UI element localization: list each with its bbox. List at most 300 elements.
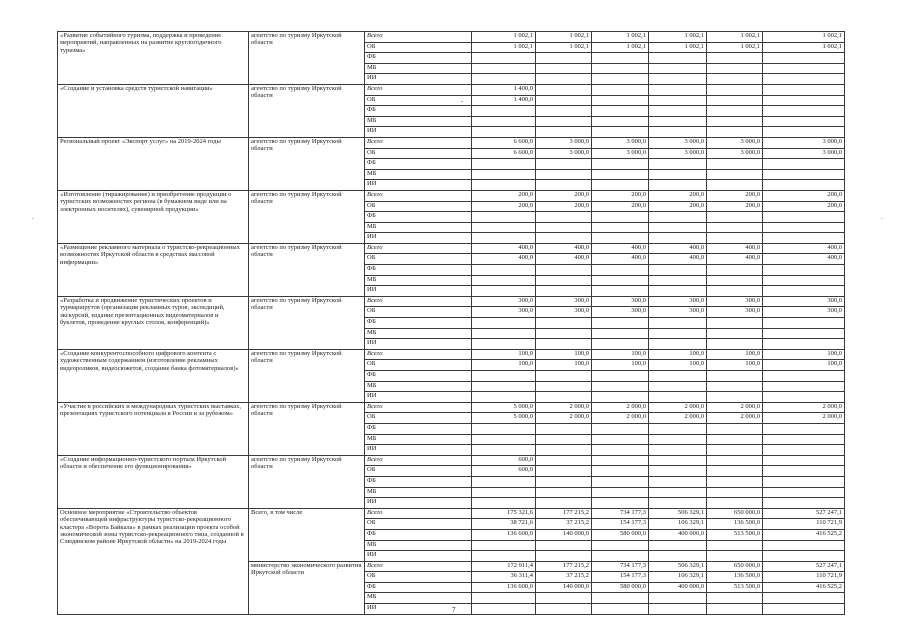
amount-cell <box>707 106 763 117</box>
amount-cell <box>472 551 536 562</box>
amount-cell <box>763 265 845 276</box>
amount-cell <box>707 604 763 615</box>
amount-cell: 1 400,0 <box>472 95 536 106</box>
amount-cell: 3 000,0 <box>592 137 649 148</box>
amount-cell <box>649 466 707 477</box>
table-row <box>58 402 845 413</box>
amount-cell: 416 525,2 <box>763 529 845 540</box>
amount-cell <box>536 233 592 244</box>
amount-cell: 400,0 <box>649 243 707 254</box>
amount-cell <box>592 498 649 509</box>
amount-cell <box>592 604 649 615</box>
funding-source: Всего <box>365 402 472 413</box>
amount-cell <box>536 540 592 551</box>
amount-cell <box>536 498 592 509</box>
amount-cell <box>763 286 845 297</box>
amount-cell: 300,0 <box>592 296 649 307</box>
amount-cell: 200,0 <box>472 190 536 201</box>
amount-cell <box>707 466 763 477</box>
amount-cell <box>472 63 536 74</box>
amount-cell: 400,0 <box>536 254 592 265</box>
amount-cell <box>763 604 845 615</box>
funding-source: ИИ <box>365 551 472 562</box>
funding-table <box>57 31 845 615</box>
amount-cell: 300,0 <box>763 296 845 307</box>
amount-cell <box>649 159 707 170</box>
funding-source: Всего <box>365 296 472 307</box>
amount-cell: 37 215,2 <box>536 519 592 530</box>
amount-cell <box>649 74 707 85</box>
funding-source: ОБ <box>365 201 472 212</box>
amount-cell: 37 215,2 <box>536 572 592 583</box>
funding-source: МБ <box>365 540 472 551</box>
amount-cell: 300,0 <box>707 307 763 318</box>
amount-cell <box>592 476 649 487</box>
amount-cell <box>472 265 536 276</box>
amount-cell <box>472 74 536 85</box>
amount-cell: 3 000,0 <box>536 148 592 159</box>
amount-cell: 100,0 <box>536 349 592 360</box>
funding-source: Всего <box>365 137 472 148</box>
amount-cell <box>592 318 649 329</box>
amount-cell <box>592 63 649 74</box>
amount-cell: 1 002,1 <box>592 42 649 53</box>
amount-cell: 172 911,4 <box>472 561 536 572</box>
amount-cell <box>592 53 649 64</box>
amount-cell: 400,0 <box>472 243 536 254</box>
amount-cell <box>592 212 649 223</box>
amount-cell <box>592 74 649 85</box>
amount-cell <box>707 339 763 350</box>
measure-name: «Создание конкурентоспособного цифрового контента с художественным содержанием (изготовление рекламных видеороликов, видеосюжетов, создание банка фотоматериалов)» <box>58 349 249 402</box>
amount-cell <box>536 476 592 487</box>
amount-cell <box>536 551 592 562</box>
amount-cell <box>707 180 763 191</box>
table-row <box>58 84 845 95</box>
executor: агентство по туризму Иркутской области <box>249 455 365 508</box>
amount-cell <box>536 487 592 498</box>
amount-cell <box>763 116 845 127</box>
amount-cell <box>472 476 536 487</box>
amount-cell: 200,0 <box>472 201 536 212</box>
amount-cell <box>649 63 707 74</box>
amount-cell: 154 177,3 <box>592 572 649 583</box>
amount-cell: 36 311,4 <box>472 572 536 583</box>
funding-source: ИИ <box>365 445 472 456</box>
amount-cell <box>472 275 536 286</box>
funding-source: ИИ <box>365 392 472 403</box>
amount-cell <box>472 434 536 445</box>
amount-cell <box>707 423 763 434</box>
table-row <box>58 349 845 360</box>
amount-cell: 200,0 <box>649 190 707 201</box>
amount-cell <box>472 604 536 615</box>
amount-cell <box>649 286 707 297</box>
amount-cell: 5 000,0 <box>472 402 536 413</box>
measure-name: «Размещение рекламного материала о туристско-рекреационных возможностях Иркутской области в средствах массовой информации» <box>58 243 249 296</box>
amount-cell: 136 500,0 <box>707 519 763 530</box>
amount-cell <box>649 371 707 382</box>
amount-cell: 1 002,1 <box>592 32 649 43</box>
amount-cell <box>592 127 649 138</box>
amount-cell <box>536 328 592 339</box>
amount-cell <box>707 593 763 604</box>
amount-cell <box>536 392 592 403</box>
amount-cell <box>536 265 592 276</box>
funding-source: ФБ <box>365 159 472 170</box>
funding-source: ФБ <box>365 423 472 434</box>
funding-source: ОБ <box>365 360 472 371</box>
amount-cell: 2 000,0 <box>649 413 707 424</box>
amount-cell <box>649 212 707 223</box>
amount-cell: 3 000,0 <box>649 148 707 159</box>
amount-cell: 177 215,2 <box>536 508 592 519</box>
amount-cell: 136 600,0 <box>472 529 536 540</box>
amount-cell: 580 000,0 <box>592 582 649 593</box>
amount-cell <box>472 593 536 604</box>
amount-cell <box>763 212 845 223</box>
amount-cell <box>472 498 536 509</box>
funding-source: ФБ <box>365 318 472 329</box>
measure-name: Основное мероприятие «Строительство объектов обеспечивающей инфраструктуры туристско-рекреационного кластера «Ворота Байкала» в рамках реализации проекта особой экономической зоны туристско-рекреационного типа, созданной в Слюдянском районе Иркутской области» на 2019-2024 годы <box>58 508 249 614</box>
amount-cell <box>649 265 707 276</box>
amount-cell <box>536 455 592 466</box>
funding-source: ИИ <box>365 286 472 297</box>
funding-source: МБ <box>365 487 472 498</box>
funding-source: ИИ <box>365 604 472 615</box>
stray-mark: . <box>32 213 34 221</box>
funding-source: ИИ <box>365 339 472 350</box>
measure-name: «Участие в российских и международных туристских выставках, презентациях туристского потенциала в России и за рубежом» <box>58 402 249 455</box>
funding-source: ОБ <box>365 413 472 424</box>
amount-cell <box>472 159 536 170</box>
funding-source: МБ <box>365 169 472 180</box>
amount-cell <box>536 381 592 392</box>
amount-cell: 136 500,0 <box>707 572 763 583</box>
amount-cell: 1 002,1 <box>763 32 845 43</box>
amount-cell: 400,0 <box>649 254 707 265</box>
funding-source: Всего <box>365 32 472 43</box>
amount-cell <box>707 74 763 85</box>
funding-source: ФБ <box>365 265 472 276</box>
amount-cell: 580 000,0 <box>592 529 649 540</box>
amount-cell: 106 329,1 <box>649 519 707 530</box>
amount-cell <box>536 604 592 615</box>
amount-cell <box>707 222 763 233</box>
funding-source: ФБ <box>365 529 472 540</box>
amount-cell <box>592 286 649 297</box>
amount-cell: 200,0 <box>763 190 845 201</box>
amount-cell <box>763 593 845 604</box>
amount-cell <box>649 381 707 392</box>
amount-cell <box>592 233 649 244</box>
funding-source: ОБ <box>365 148 472 159</box>
amount-cell <box>649 339 707 350</box>
funding-source: Всего <box>365 561 472 572</box>
funding-source: ИИ <box>365 233 472 244</box>
amount-cell <box>707 116 763 127</box>
amount-cell: 154 177,3 <box>592 519 649 530</box>
amount-cell <box>592 169 649 180</box>
amount-cell: 1 002,1 <box>763 42 845 53</box>
amount-cell <box>536 286 592 297</box>
amount-cell <box>592 339 649 350</box>
amount-cell: 3 000,0 <box>763 148 845 159</box>
amount-cell: 300,0 <box>592 307 649 318</box>
amount-cell <box>707 275 763 286</box>
executor: Всего, в том числе <box>249 508 365 561</box>
amount-cell: 2 000,0 <box>592 413 649 424</box>
funding-source: ОБ <box>365 254 472 265</box>
amount-cell <box>592 159 649 170</box>
amount-cell <box>592 116 649 127</box>
funding-source: МБ <box>365 381 472 392</box>
amount-cell <box>592 540 649 551</box>
amount-cell <box>763 423 845 434</box>
executor: агентство по туризму Иркутской области <box>249 349 365 402</box>
amount-cell <box>472 180 536 191</box>
amount-cell <box>536 180 592 191</box>
amount-cell: 506 329,1 <box>649 508 707 519</box>
amount-cell: 140 000,0 <box>536 582 592 593</box>
amount-cell: 100,0 <box>707 360 763 371</box>
amount-cell <box>649 233 707 244</box>
amount-cell <box>763 169 845 180</box>
amount-cell: 6 600,0 <box>472 137 536 148</box>
amount-cell: 400 000,0 <box>649 529 707 540</box>
amount-cell <box>763 551 845 562</box>
amount-cell: 1 002,1 <box>649 32 707 43</box>
funding-source: Всего <box>365 84 472 95</box>
amount-cell <box>536 53 592 64</box>
amount-cell <box>472 487 536 498</box>
amount-cell: 527 247,1 <box>763 561 845 572</box>
amount-cell <box>649 169 707 180</box>
amount-cell <box>763 498 845 509</box>
funding-source: Всего <box>365 349 472 360</box>
amount-cell: 100,0 <box>763 349 845 360</box>
amount-cell: 100,0 <box>592 349 649 360</box>
funding-source: ОБ <box>365 466 472 477</box>
amount-cell <box>536 127 592 138</box>
amount-cell <box>763 233 845 244</box>
amount-cell: 300,0 <box>649 296 707 307</box>
amount-cell <box>763 222 845 233</box>
amount-cell <box>536 74 592 85</box>
amount-cell: 200,0 <box>763 201 845 212</box>
amount-cell <box>536 222 592 233</box>
amount-cell <box>707 381 763 392</box>
measure-name: «Развитие событийного туризма, поддержка и проведение мероприятий, направленных на развитие круглогодичного туризма» <box>58 32 249 85</box>
executor: агентство по туризму Иркутской области <box>249 243 365 296</box>
amount-cell <box>536 95 592 106</box>
amount-cell <box>649 434 707 445</box>
funding-source: ИИ <box>365 74 472 85</box>
amount-cell: 1 002,1 <box>707 42 763 53</box>
amount-cell: 3 000,0 <box>763 137 845 148</box>
amount-cell <box>763 328 845 339</box>
amount-cell <box>592 593 649 604</box>
amount-cell: 100,0 <box>536 360 592 371</box>
amount-cell: 100,0 <box>649 349 707 360</box>
amount-cell: 2 000,0 <box>763 413 845 424</box>
amount-cell <box>472 116 536 127</box>
measure-name: Региональный проект «Экспорт услуг» на 2019-2024 годы <box>58 137 249 190</box>
amount-cell <box>592 551 649 562</box>
amount-cell <box>707 445 763 456</box>
amount-cell: 513 500,0 <box>707 529 763 540</box>
amount-cell <box>763 53 845 64</box>
table-row <box>58 455 845 466</box>
amount-cell <box>763 466 845 477</box>
amount-cell: 300,0 <box>536 296 592 307</box>
amount-cell: 400,0 <box>592 254 649 265</box>
amount-cell <box>536 466 592 477</box>
amount-cell <box>472 106 536 117</box>
amount-cell: 527 247,1 <box>763 508 845 519</box>
amount-cell <box>707 212 763 223</box>
amount-cell <box>472 392 536 403</box>
amount-cell <box>592 95 649 106</box>
amount-cell: 300,0 <box>472 307 536 318</box>
amount-cell <box>472 318 536 329</box>
amount-cell <box>707 84 763 95</box>
amount-cell: 2 000,0 <box>592 402 649 413</box>
amount-cell <box>707 540 763 551</box>
amount-cell: 200,0 <box>707 201 763 212</box>
amount-cell <box>763 445 845 456</box>
amount-cell: 2 000,0 <box>763 402 845 413</box>
funding-source: Всего <box>365 455 472 466</box>
amount-cell <box>707 233 763 244</box>
stray-mark: - <box>461 97 464 105</box>
amount-cell <box>472 445 536 456</box>
amount-cell <box>649 604 707 615</box>
amount-cell: 5 000,0 <box>472 413 536 424</box>
amount-cell <box>763 159 845 170</box>
amount-cell: 3 000,0 <box>649 137 707 148</box>
amount-cell <box>592 445 649 456</box>
amount-cell <box>763 84 845 95</box>
amount-cell <box>472 53 536 64</box>
amount-cell: 400,0 <box>707 254 763 265</box>
amount-cell <box>707 328 763 339</box>
amount-cell <box>649 455 707 466</box>
amount-cell <box>592 423 649 434</box>
amount-cell: 400,0 <box>763 243 845 254</box>
amount-cell <box>763 381 845 392</box>
amount-cell <box>649 127 707 138</box>
amount-cell <box>649 95 707 106</box>
funding-source: Всего <box>365 190 472 201</box>
amount-cell <box>649 318 707 329</box>
amount-cell <box>472 212 536 223</box>
amount-cell <box>536 445 592 456</box>
amount-cell <box>763 275 845 286</box>
amount-cell: 200,0 <box>536 201 592 212</box>
amount-cell: 506 329,1 <box>649 561 707 572</box>
amount-cell <box>707 455 763 466</box>
amount-cell: 2 000,0 <box>536 402 592 413</box>
executor: агентство по туризму Иркутской области <box>249 296 365 349</box>
amount-cell: 1 002,1 <box>707 32 763 43</box>
amount-cell: 100,0 <box>472 349 536 360</box>
amount-cell <box>649 180 707 191</box>
amount-cell: 400 000,0 <box>649 582 707 593</box>
table-row <box>58 296 845 307</box>
amount-cell <box>763 339 845 350</box>
measure-name: «Создание информационно-туристского портала Иркутской области и обеспечение его функционирования» <box>58 455 249 508</box>
amount-cell <box>763 392 845 403</box>
amount-cell: 300,0 <box>763 307 845 318</box>
amount-cell <box>536 423 592 434</box>
amount-cell <box>472 286 536 297</box>
amount-cell: 1 002,1 <box>649 42 707 53</box>
amount-cell: 2 000,0 <box>707 413 763 424</box>
funding-source: МБ <box>365 222 472 233</box>
executor: агентство по туризму Иркутской области <box>249 32 365 85</box>
amount-cell: 416 525,2 <box>763 582 845 593</box>
funding-source: ФБ <box>365 212 472 223</box>
amount-cell: 1 002,1 <box>472 32 536 43</box>
amount-cell: 600,0 <box>472 466 536 477</box>
amount-cell: 200,0 <box>536 190 592 201</box>
amount-cell: 38 721,6 <box>472 519 536 530</box>
amount-cell: 100,0 <box>472 360 536 371</box>
amount-cell <box>649 116 707 127</box>
amount-cell <box>592 275 649 286</box>
amount-cell: 300,0 <box>649 307 707 318</box>
amount-cell <box>763 476 845 487</box>
funding-source: ИИ <box>365 498 472 509</box>
funding-source: МБ <box>365 63 472 74</box>
amount-cell: 400,0 <box>536 243 592 254</box>
amount-cell: 177 215,2 <box>536 561 592 572</box>
amount-cell: 734 177,3 <box>592 561 649 572</box>
amount-cell <box>649 476 707 487</box>
amount-cell <box>649 222 707 233</box>
amount-cell <box>536 169 592 180</box>
amount-cell <box>763 318 845 329</box>
funding-source: МБ <box>365 275 472 286</box>
amount-cell: 3 000,0 <box>707 148 763 159</box>
amount-cell <box>707 53 763 64</box>
table-row <box>58 508 845 519</box>
amount-cell <box>707 286 763 297</box>
funding-source: ОБ <box>365 572 472 583</box>
amount-cell <box>472 371 536 382</box>
measure-name: «Разработка и продвижение туристических проектов и турмаршрутов (организация рекламных туров, экспедиций, экскурсий, издание презентационных видеоматериалов и буклетов, проведение круглых столов, конференций)» <box>58 296 249 349</box>
amount-cell <box>536 318 592 329</box>
funding-source: ИИ <box>365 127 472 138</box>
amount-cell <box>649 540 707 551</box>
amount-cell <box>592 222 649 233</box>
amount-cell: 1 400,0 <box>472 84 536 95</box>
amount-cell: 175 321,6 <box>472 508 536 519</box>
amount-cell <box>763 180 845 191</box>
amount-cell: 1 002,1 <box>472 42 536 53</box>
amount-cell: 600,0 <box>472 455 536 466</box>
amount-cell <box>707 487 763 498</box>
executor: агентство по туризму Иркутской области <box>249 190 365 243</box>
funding-source: ФБ <box>365 53 472 64</box>
executor: агентство по туризму Иркутской области <box>249 402 365 455</box>
amount-cell <box>649 423 707 434</box>
amount-cell: 3 000,0 <box>592 148 649 159</box>
amount-cell: 2 000,0 <box>536 413 592 424</box>
amount-cell <box>472 169 536 180</box>
measure-name: «Создание и установка средств туристской навигации» <box>58 84 249 137</box>
